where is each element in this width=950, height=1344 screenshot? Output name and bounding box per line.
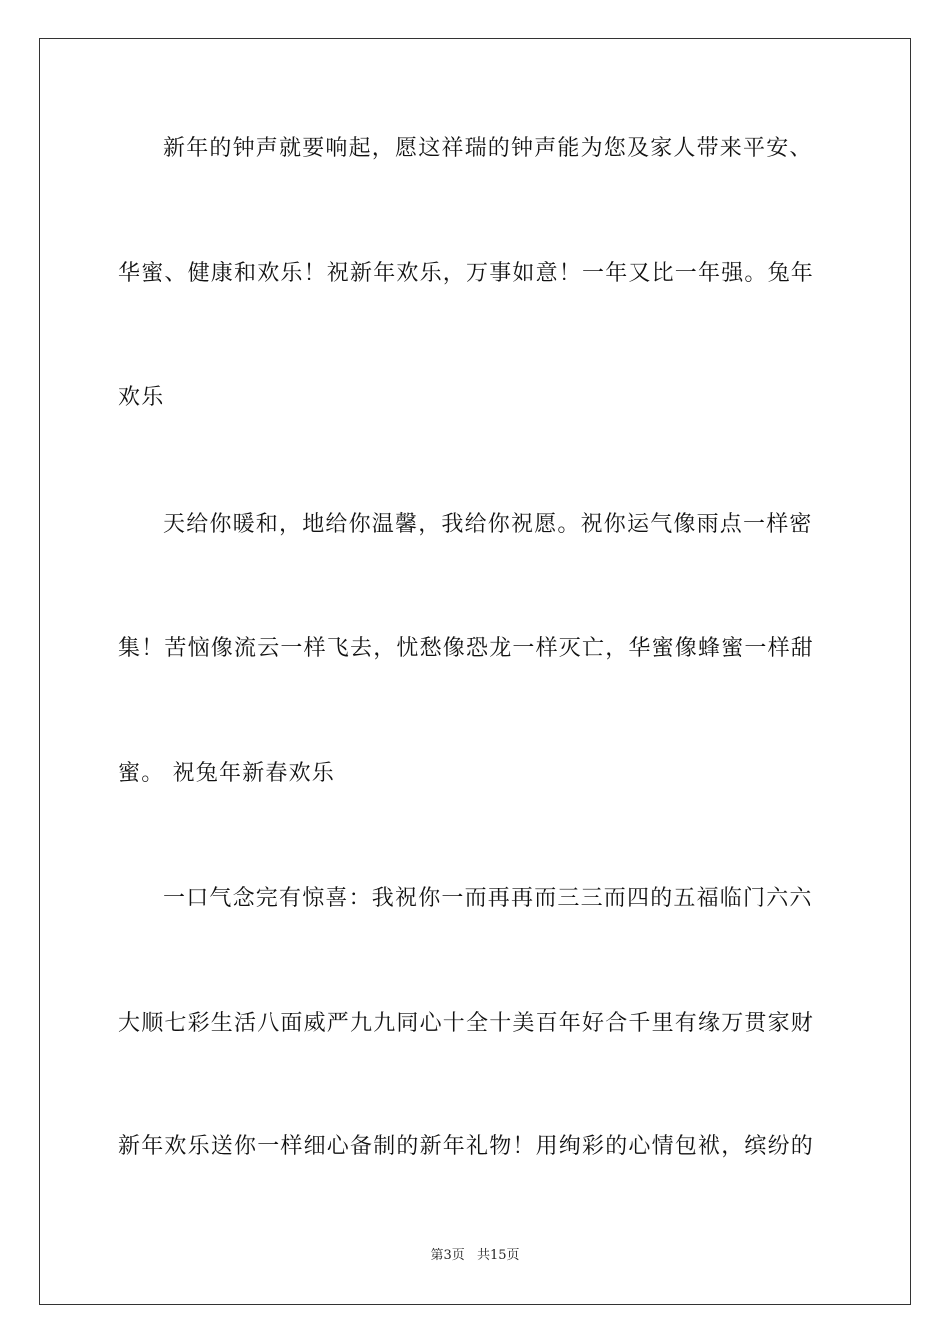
page-border: [39, 38, 911, 1305]
paragraph-1-line-2: 华蜜、健康和欢乐！祝新年欢乐，万事如意！一年又比一年强。兔年: [118, 261, 815, 286]
page-number: 第3页: [430, 1248, 465, 1263]
paragraph-2-line-3: 蜜。 祝兔年新春欢乐: [118, 761, 335, 786]
paragraph-3-line-1: 一口气念完有惊喜：我祝你一而再再而三三而四的五福临门六六: [163, 886, 813, 911]
paragraph-2-line-1: 天给你暖和，地给你温馨，我给你祝愿。祝你运气像雨点一样密: [163, 512, 813, 537]
paragraph-1-line-1: 新年的钟声就要响起，愿这祥瑞的钟声能为您及家人带来平安、: [163, 136, 813, 161]
paragraph-3-line-3: 新年欢乐送你一样细心备制的新年礼物！用绚彩的心情包袱，缤纷的: [118, 1134, 815, 1159]
total-pages: 共15页: [476, 1248, 520, 1263]
paragraph-1-line-3: 欢乐: [118, 385, 165, 410]
page-footer: [0, 1247, 950, 1265]
paragraph-3-line-2: 大顺七彩生活八面威严九九同心十全十美百年好合千里有缘万贯家财: [118, 1011, 815, 1036]
paragraph-2-line-2: 集！苦恼像流云一样飞去，忧愁像恐龙一样灭亡，华蜜像蜂蜜一样甜: [118, 636, 815, 661]
